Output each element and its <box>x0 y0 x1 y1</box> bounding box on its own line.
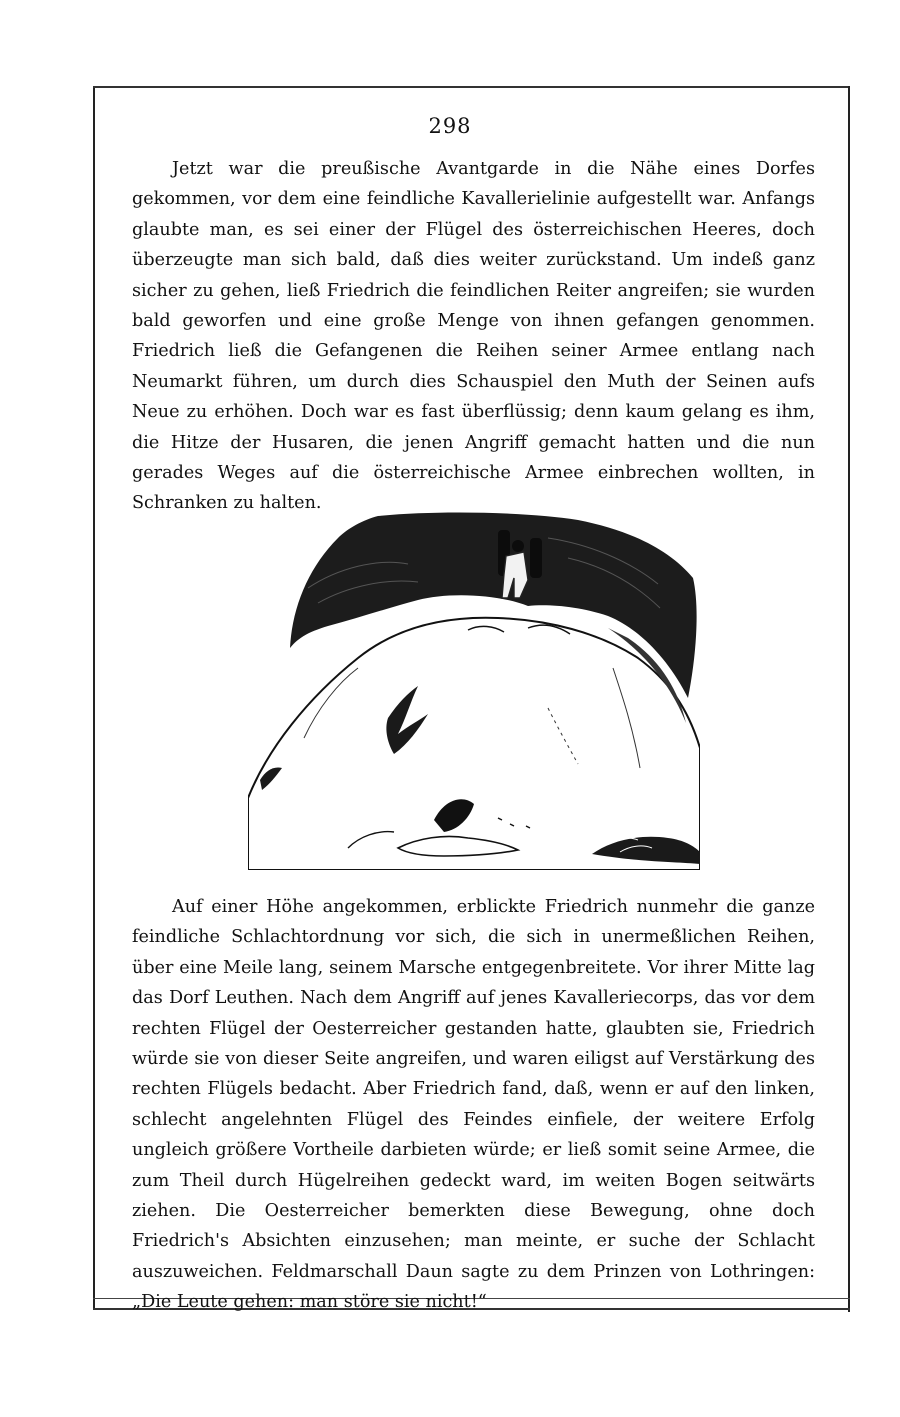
hilltop-engraving <box>248 508 700 870</box>
snowy-hill <box>248 618 700 870</box>
frame-left-rule <box>93 88 95 1310</box>
page-number: 298 <box>428 114 472 138</box>
frame-right-rule <box>848 86 850 1312</box>
body-paragraph-1: Jetzt war die preußische Avantgarde in die Nähe eines Dorfes gekommen, vor dem eine feindliche Kavallerielinie aufgestellt war. Anfangs glaubte man, es sei einer der Flügel des österreichischen Heeres, doch überzeugte man sich bald, daß dies weiter zurückstand. Um indeß ganz sicher zu gehen, ließ Friedrich die feindlichen Reiter angreifen; sie wurden bald geworfen und eine große Menge von ihnen gefangen genommen. Friedrich ließ die Gefangenen die Reihen seiner Armee entlang nach Neumarkt führen, um durch dies Schauspiel den Muth der Seinen aufs Neue zu erhöhen. Doch war es fast überflüssig; denn kaum gelang es ihm, die Hitze der Husaren, die jenen Angriff gemacht hatten und die nun gerades Weges auf die österreichische Armee einbrechen wollten, in Schranken zu halten. <box>132 159 815 514</box>
frame-top-rule <box>93 86 850 88</box>
body-paragraph-2: Auf einer Höhe angekommen, erblickte Friedrich nunmehr die ganze feindliche Schlachtordnung vor sich, die sich in unermeßlichen Reihen, über eine Meile lang, seinem Marsche entgegenbreitete. Vor ihrer Mitte lag das Dorf Leuthen. Nach dem Angriff auf jenes Kavalleriecorps, das vor dem rechten Flügel der Oesterreicher gestanden hatte, glaubten sie, Friedrich würde sie von dieser Seite angreifen, und waren eiligst auf Verstärkung des rechten Flügels bedacht. Aber Friedrich fand, daß, wenn er auf den linken, schlecht angelehnten Flügel des Feindes einfiele, der weitere Erfolg ungleich größere Vortheile darbieten würde; er ließ somit seine Armee, die zum Theil durch Hügelreihen gedeckt ward, im weiten Bogen seitwärts ziehen. Die Oesterreicher bemerkten diese Bewegung, ohne doch Friedrich's Absichten einzusehen; man meinte, er suche der Schlacht auszuweichen. Feldmarschall Daun sagte zu dem Prinzen von Lothringen: „Die Leute gehen: man störe sie nicht!“ <box>132 897 815 1313</box>
